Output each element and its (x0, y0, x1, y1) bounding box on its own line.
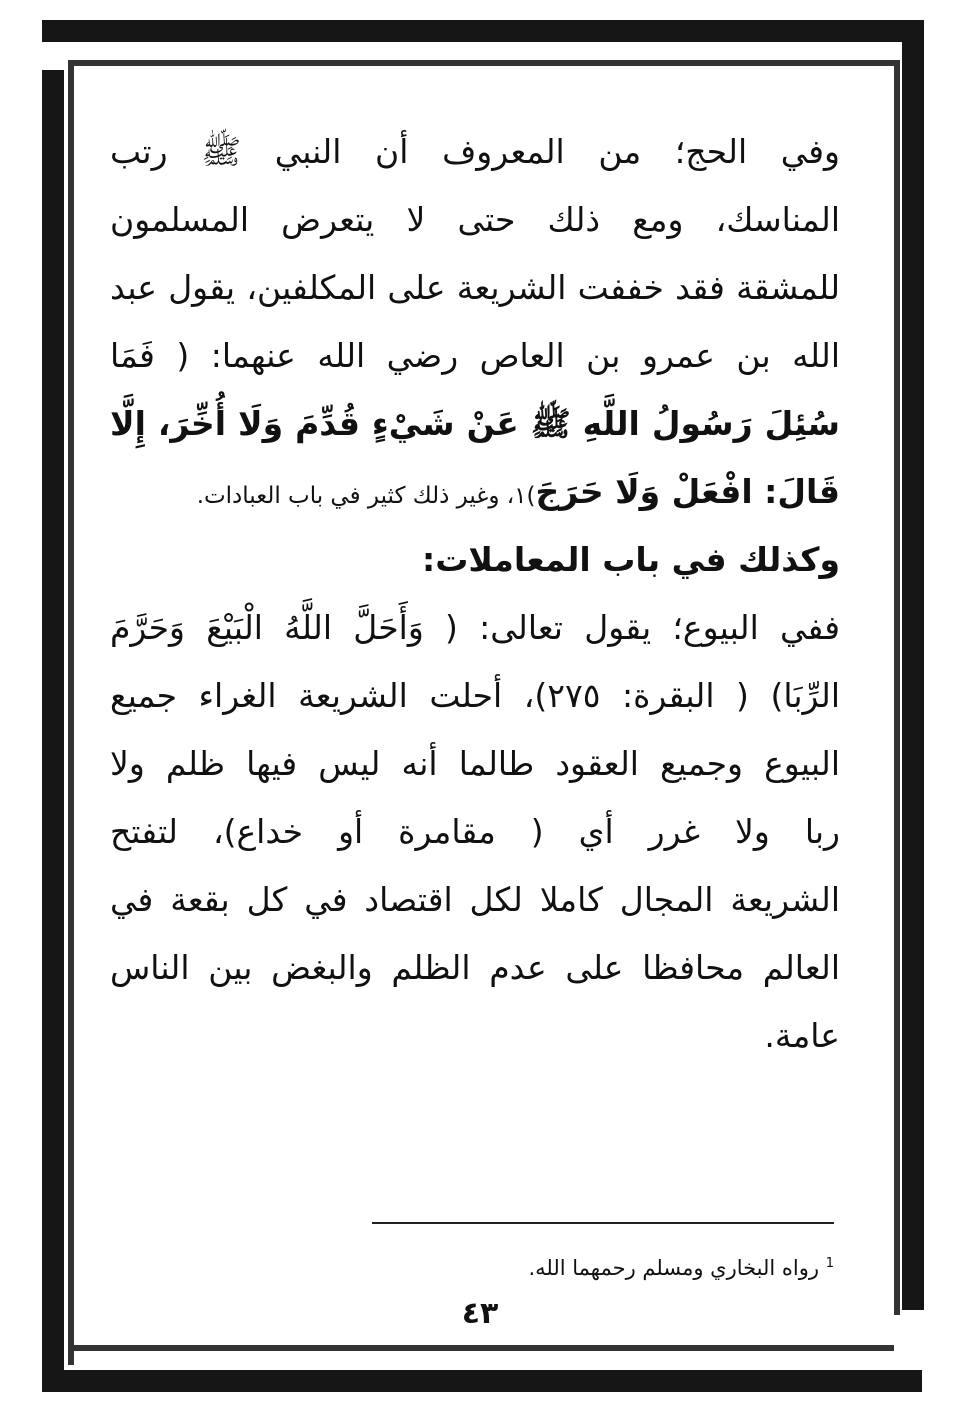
body-text (110, 118, 840, 1070)
text-line: للمشقة فقد خففت الشريعة على المكلفين، يقول عبد (110, 268, 840, 307)
text-line: الشريعة المجال كاملا لكل اقتصاد في كل بقعة في (110, 880, 840, 919)
frame-left-border (42, 70, 64, 1380)
text-line-hadith-end (110, 458, 840, 526)
page-number: ٤٣ (461, 1296, 499, 1331)
text-line-hadith: سُئِلَ رَسُولُ اللَّهِ ﷺ عَنْ شَيْءٍ قُدِّمَ وَلَا أُخِّرَ، إِلَّا (110, 404, 840, 443)
text-line: ربا ولا غرر أي ( مقامرة أو خداع)، لتفتح (110, 812, 840, 851)
text-line-final: عامة. (764, 1016, 840, 1055)
frame-right-border (902, 20, 924, 1310)
text-line: المناسك، ومع ذلك حتى لا يتعرض المسلمون (110, 200, 840, 239)
text-line: البيوع وجميع العقود طالما أنه ليس فيها ظلم ولا (110, 744, 840, 783)
frame-inner-bottom (68, 1345, 894, 1351)
text-line: العالم محافظا على عدم الظلم والبغض بين الناس (110, 948, 840, 987)
frame-inner-right (894, 60, 900, 1315)
text-line: وفي الحج؛ من المعروف أن النبي ﷺ رتب (110, 132, 840, 171)
text-line: الله بن عمرو بن العاص رضي الله عنهما: ( فَمَا (110, 336, 840, 375)
section-heading: وكذلك في باب المعاملات: (422, 540, 840, 579)
hadith-quote: قَالَ: افْعَلْ وَلَا حَرَجَ (535, 472, 840, 511)
frame-bottom-border (42, 1370, 922, 1392)
text-line: ففي البيوع؛ يقول تعالى: ( وَأَحَلَّ اللَّهُ الْبَيْعَ وَحَرَّمَ (110, 608, 840, 647)
footnote-divider (372, 1222, 834, 1224)
frame-inner-left (68, 60, 74, 1365)
frame-top-border (42, 20, 922, 42)
hadith-tail: )١، وغير ذلك كثير في باب العبادات. (196, 483, 536, 509)
footnote (380, 1256, 834, 1280)
footnote-text: رواه البخاري ومسلم رحمهما الله. (528, 1256, 820, 1280)
frame-inner-top (68, 60, 894, 66)
footnote-marker: 1 (825, 1256, 834, 1271)
text-line: الرِّبَا) ( البقرة: ٢٧٥)، أحلت الشريعة الغراء جميع (110, 676, 840, 715)
